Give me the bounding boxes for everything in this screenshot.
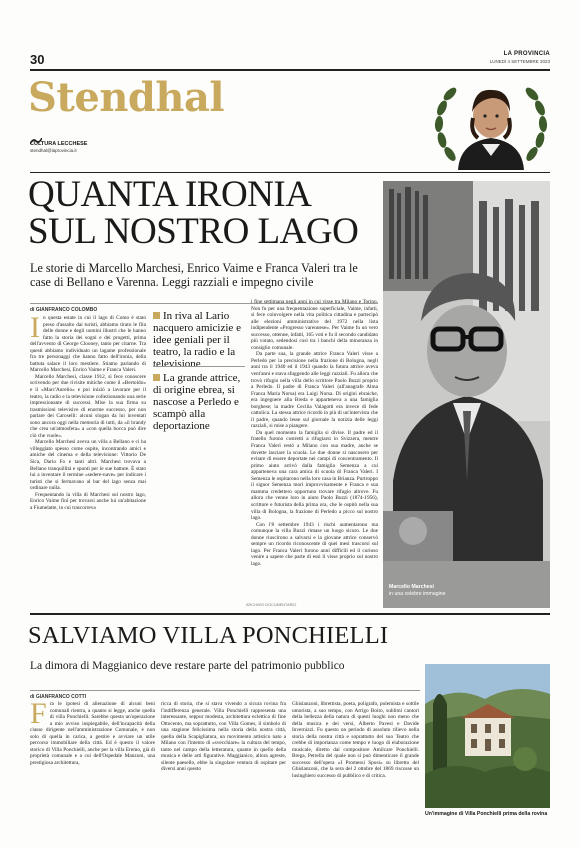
dropcap-f: F xyxy=(30,701,47,730)
pull-quote-2: La grande attrice, di origine ebrea, si nascose a Perledo e scampò alla deportazione xyxy=(153,372,241,432)
article2-byline: di GIANFRANCO COTTI xyxy=(30,694,87,700)
section-logo-icon xyxy=(30,132,42,139)
article1-column1: In questa estate in cui il lago di Como è stato preso d'assalto dai turisti, abbiamo tirato le fila delle donne e degli uomini illustri che le hanno fatto la storia dei sogni e dei progetti, prima dell'avvento di George Clooney, tanto per citarne. Tra questi abbiamo individuato un lagame professionale fra tre personaggi che hanno fatto dell'ironia, della battuta salace il loro mestiere. Stiamo parlando di Marcello Marchesi, Enrico Vaime e Franca Valeri. Marcello Marchesi, classe 1912, si fece conoscere scrivendo per due rivisite mitiche come il «Bertoldo» e il «Marc'Aurelio» e poi iniziò a lavorare per il teatro, la radio e la televisione collezionando una serie impressionante di successi. Mise la sua firma su trasmissioni televisive di enorme successo, per non parlare dei Caroselli: alcuni slogan da lui inventati sono ancora oggi nella memoria di tutti, da «il brandy che crea un'atmosfera» a «con quella bocca può dire ciò che vuole». Marcello Marchesi aveva un villa a Bellano e ci ha villeggiato spesso come ospite, incontrando amici e amiche del cinema e della televisione: Vittorio De Sica, Dario Fo e tanti altri. Marchesi trovava a Bellano tranquillità e spunti per le sue battute. È stato lui a inventare il termine «sedere-nave» per indicare i turisti che si fermavano al bar del lago senza mai ordinare nulla. Frequentando la villa di Marchesi sul nostro lago, Enrico Vaime finì per trovarsi anche lui un'abitazione a Fiumelatte, in cui trascorreva xyxy=(30,315,146,511)
section-title: Stendhal xyxy=(28,74,225,121)
article1-headline-line2: SUL NOSTRO LAGO xyxy=(28,211,359,252)
section-email: stendhal@laprovincia.it xyxy=(30,148,77,153)
article-separator xyxy=(30,613,550,615)
article2-thin-rule xyxy=(30,690,420,691)
villa-photo-caption: Un'immagine di Villa Ponchielli prima della rovina xyxy=(425,811,548,817)
photo-credit: ARCHIVIO DOCUMENTARIO xyxy=(246,603,297,607)
pull-quote-divider xyxy=(153,366,245,367)
stendhal-portrait xyxy=(430,72,552,170)
article2-headline: SALVIAMO VILLA PONCHIELLI xyxy=(28,622,389,649)
article1-headline-line1: QUANTA IRONIA xyxy=(28,174,312,215)
article1-column3: i fine settimana negli anni in cui visse tra Milano e Torino. Non fu per una frequentazione superficiale, Vaime, infatti, si fece coinvolgere nella vita politica cittadina e partecipò alle elezioni amministrative del 1972 nella lista indipendente «Progresso varennese». Per Vaime fu un vero successo, ottenne, infatti, 165 voti e fu il secondo candidato più votato, sedendosi così tra i banchi della minoranza in consiglio comunale. Da parte sua, la grande attrice Franca Valeri visse a Perledo per la precisione nella frazione di Bologna, negli anni tra il 1940 ed il 1943 quando la futura attrice aveva vent'anni e stava sfuggendo alle leggi razziali. Fu allora che trovò rifugio nella villa dello scrittore Paolo Buzzi proprio a Perledo. Il padre di Franca Valeri (all'anagrafe Alma Franca Maria Norsa) era Luigi Norsa. Di origini ebraiche, era ingegnere alla Breda e apparteneva a una famiglia borghese; la madre Cecilia Valagotti era invece di fede cattolica. La stessa attrice ricordò in più di un'intervista che il padre, quando lesse sul giornale la notizia delle leggi razziali, si mise a piangere. Da quel momento la famiglia si divise. Il padre ed il fratello furono costretti a rifugiarsi in Svizzera, mentre Franca Valeri restò a Milano con sua madre, anche se dovette lasciare la scuola. Le due donne si nascosero per evitare di essere deportate nei campi di concentramento. Il primo aiuto arrivò dalla famiglia Semenza a cui apparteneva una cara amica di scuola di Franca Valeri. I Semenza le ospitarono nella loro casa in Brianza. Purtroppo il signor Semenza morì improvvisamente e Franca e sua mamma credettero opportuno trovare rifugio altrove. Fu allora che venne loro in aiuto Paolo Buzzi (1874-1956), scrittore e futurista della prima ora, che le ospitò nella sua villa di Bologna, la frazione di Perledo a picco sul nostro lago. Con l'8 settembre 1943 i rischi aumentarono ma comunque la villa Buzzi rimase un luogo sicuro. Le due donne riuscirono a salvarsi e la giovane attrice conservò sempre un ricordo riconoscente di quei mesi trascorsi sul lago. Per Franca Valeri furono anni difficili ed il curioso venire a sapere che parte di essi li visse proprio sul nostro lago. xyxy=(251,299,378,567)
bullet-square-icon xyxy=(153,374,160,381)
page-number: 30 xyxy=(30,52,45,67)
article1-byline: di GIANFRANCO COLOMBO xyxy=(30,307,98,313)
article2-column1: Fra le ipotesi di alienazione di alcuni beni comunali rientra, a quanto si legge, anche quella di villa Ponchielli. Sarebbe questa un'operazione a mio avviso inspiegabile, dell'incapacità della classe dirigente nell'amministrazione Comunale, e non solo di quella in carica, a gestire e avviare un utile percorso immobiliare della città. Ed è questo il valore storico di Villa Ponchielli, anche per la villa Eremo, già di proprietà comunale e a cui dell'Ospedale Manzoni, una prestigiosa architettura, xyxy=(30,701,155,766)
article1-subhead: Le storie di Marcello Marchesi, Enrico Vaime e Franca Valeri tra le case di Bellano e Varenna. Leggi razziali e impegno civile xyxy=(30,261,358,289)
newspaper-name: LA PROVINCIA xyxy=(503,51,550,57)
marchesi-photo xyxy=(383,181,550,608)
culture-label: CULTURA LECCHESE xyxy=(30,141,88,147)
article2-column2: ricca di storia, che si stava vivendo a sicura rovina fra l'indifferenza generale. Villa Ponchielli rappresenta una interessante, seppur modesta, architettura eclettica di fine Ottocento, ma soprattutto, con Villa Gomes, il simbolo di una stagione felicissima nella storia della nostra città, quella della Scapigliatura, un movimento artistico nato a Milano con l'intento di «svecchiare» la cultura del tempo, tanto nel campo della letteratura, quanto in quello della musica e delle arti figurative. Maggianico, allora agreste, silente paesello, ebbe la singolare ventura di ospitare per diversi anni questo xyxy=(161,701,286,773)
section-rule xyxy=(30,172,550,173)
pull-quote-1: In riva al Lario nacquero amicizie e idee geniali per il teatro, la radio e la televisione xyxy=(153,310,241,370)
dropcap-i: I xyxy=(30,315,40,344)
villa-ponchielli-photo xyxy=(425,664,550,808)
photo-caption-rest: in una celebre immagine xyxy=(389,591,446,597)
photo-caption-bold: Marcello Marchesi xyxy=(389,584,434,590)
article2-column3: Ghislanzoni, librettista, poeta, poligrafo, polemista e sottile umorista, a suo tempo, con Arrigo Boito, sublimi cantori della bellezza della natura di questi luoghi non meno che della musica e dei versi, Alberto Pavesi e Davide Invernizzi. Fu questo un periodo di assoluto rilievo nella storia della nostra città e soprattutto del suo Teatro che crebbe di importanza come tempo e luogo di elaborazione musicale, diretto dal compositore Amilcare Ponchielli. Brega, Petrella del quale non si può dimenticare il grande successo dell'opera «I Promessi Sposi» su libretto del Ghislanzoni, che la sera del 2 ottobre del 1869 riscosse un lusinghiero successo di pubblico e di critica. xyxy=(292,701,419,780)
issue-date: LUNEDÌ 4 SETTEMBRE 2023 xyxy=(489,59,550,64)
article2-subhead: La dimora di Maggianico deve restare parte del patrimonio pubblico xyxy=(30,660,345,672)
bullet-square-icon xyxy=(153,312,160,319)
